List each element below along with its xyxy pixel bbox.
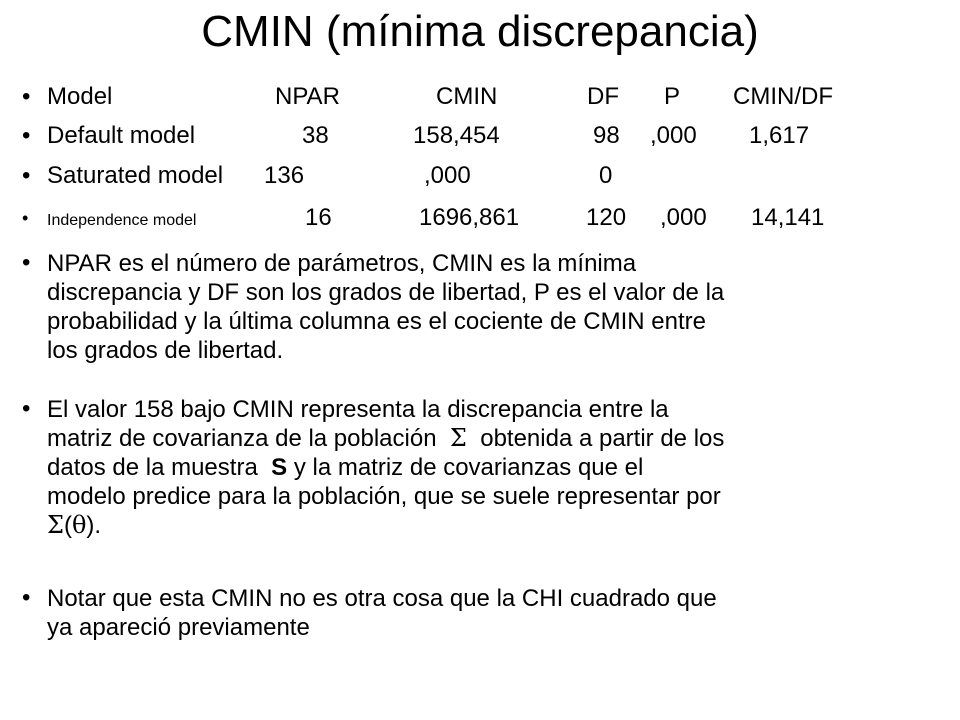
paragraph-line [47,511,957,540]
bullet-dot: • [22,208,29,228]
theta-symbol: θ [71,511,87,539]
cell-df: 120 [586,204,627,231]
cell-npar: 136 [264,162,305,189]
paragraph-text [47,395,957,540]
bullet-dot: • [22,395,31,422]
cell-cmin: 1696,861 [419,204,520,231]
paragraph-text [47,249,957,365]
paragraph-line: modelo predice para la población, que se suele representar por [47,483,721,510]
cell-cmin: ,000 [424,162,471,189]
bullet-dot: • [22,584,31,611]
text-fragment: datos de la muestra [47,454,258,481]
cell-model: Saturated model [47,162,224,189]
slide-title: CMIN (mínima discrepancia) [201,7,759,56]
cell-p: ,000 [660,204,707,231]
header-model: Model [47,83,113,110]
cell-npar: 38 [302,122,329,149]
text-fragment: obtenida a partir de los [480,425,725,452]
text-fragment: y la matriz de covarianzas que el [293,454,644,481]
header-df: DF [587,83,619,110]
paragraph-line [47,453,957,482]
cell-df: 0 [599,162,613,189]
bold-s-symbol: S [271,454,288,481]
header-p: P [664,83,681,110]
paragraph-line: discrepancia y DF son los grados de libertad, P es el valor de la [47,279,725,306]
cell-df: 98 [593,122,620,149]
paragraph-line: Notar que esta CMIN no es otra cosa que la CHI cuadrado que [47,585,717,612]
paragraph-line: probabilidad y la última columna es el cociente de CMIN entre [47,308,707,335]
header-npar: NPAR [275,83,340,110]
cell-cmin: 158,454 [413,122,500,149]
cell-p: ,000 [650,122,697,149]
sigma-symbol: Σ [47,511,64,539]
bullet-dot: • [22,249,31,276]
paragraph-line: los grados de libertad. [47,337,284,364]
paragraph-text [47,584,957,642]
cell-cmin-df: 1,617 [749,122,810,149]
text-fragment: ). [86,512,102,539]
cell-model: Default model [47,122,196,149]
paragraph-line: El valor 158 bajo CMIN representa la discrepancia entre la [47,396,669,423]
text-fragment: ( [63,512,72,539]
sigma-symbol: Σ [449,424,467,452]
cell-npar: 16 [305,204,332,231]
bullet-dot: • [22,83,31,110]
bullet-dot: • [22,162,31,189]
paragraph-line: ya apareció previamente [47,614,310,641]
cell-cmin-df: 14,141 [751,204,825,231]
paragraph-line [47,424,957,453]
text-fragment: matriz de covarianza de la población [47,425,437,452]
cell-model: Independence model [47,212,197,229]
paragraph-line: NPAR es el número de parámetros, CMIN es la mínima [47,250,637,277]
header-cmin-df: CMIN/DF [733,83,833,110]
bullet-dot: • [22,122,31,149]
header-cmin: CMIN [436,83,498,110]
